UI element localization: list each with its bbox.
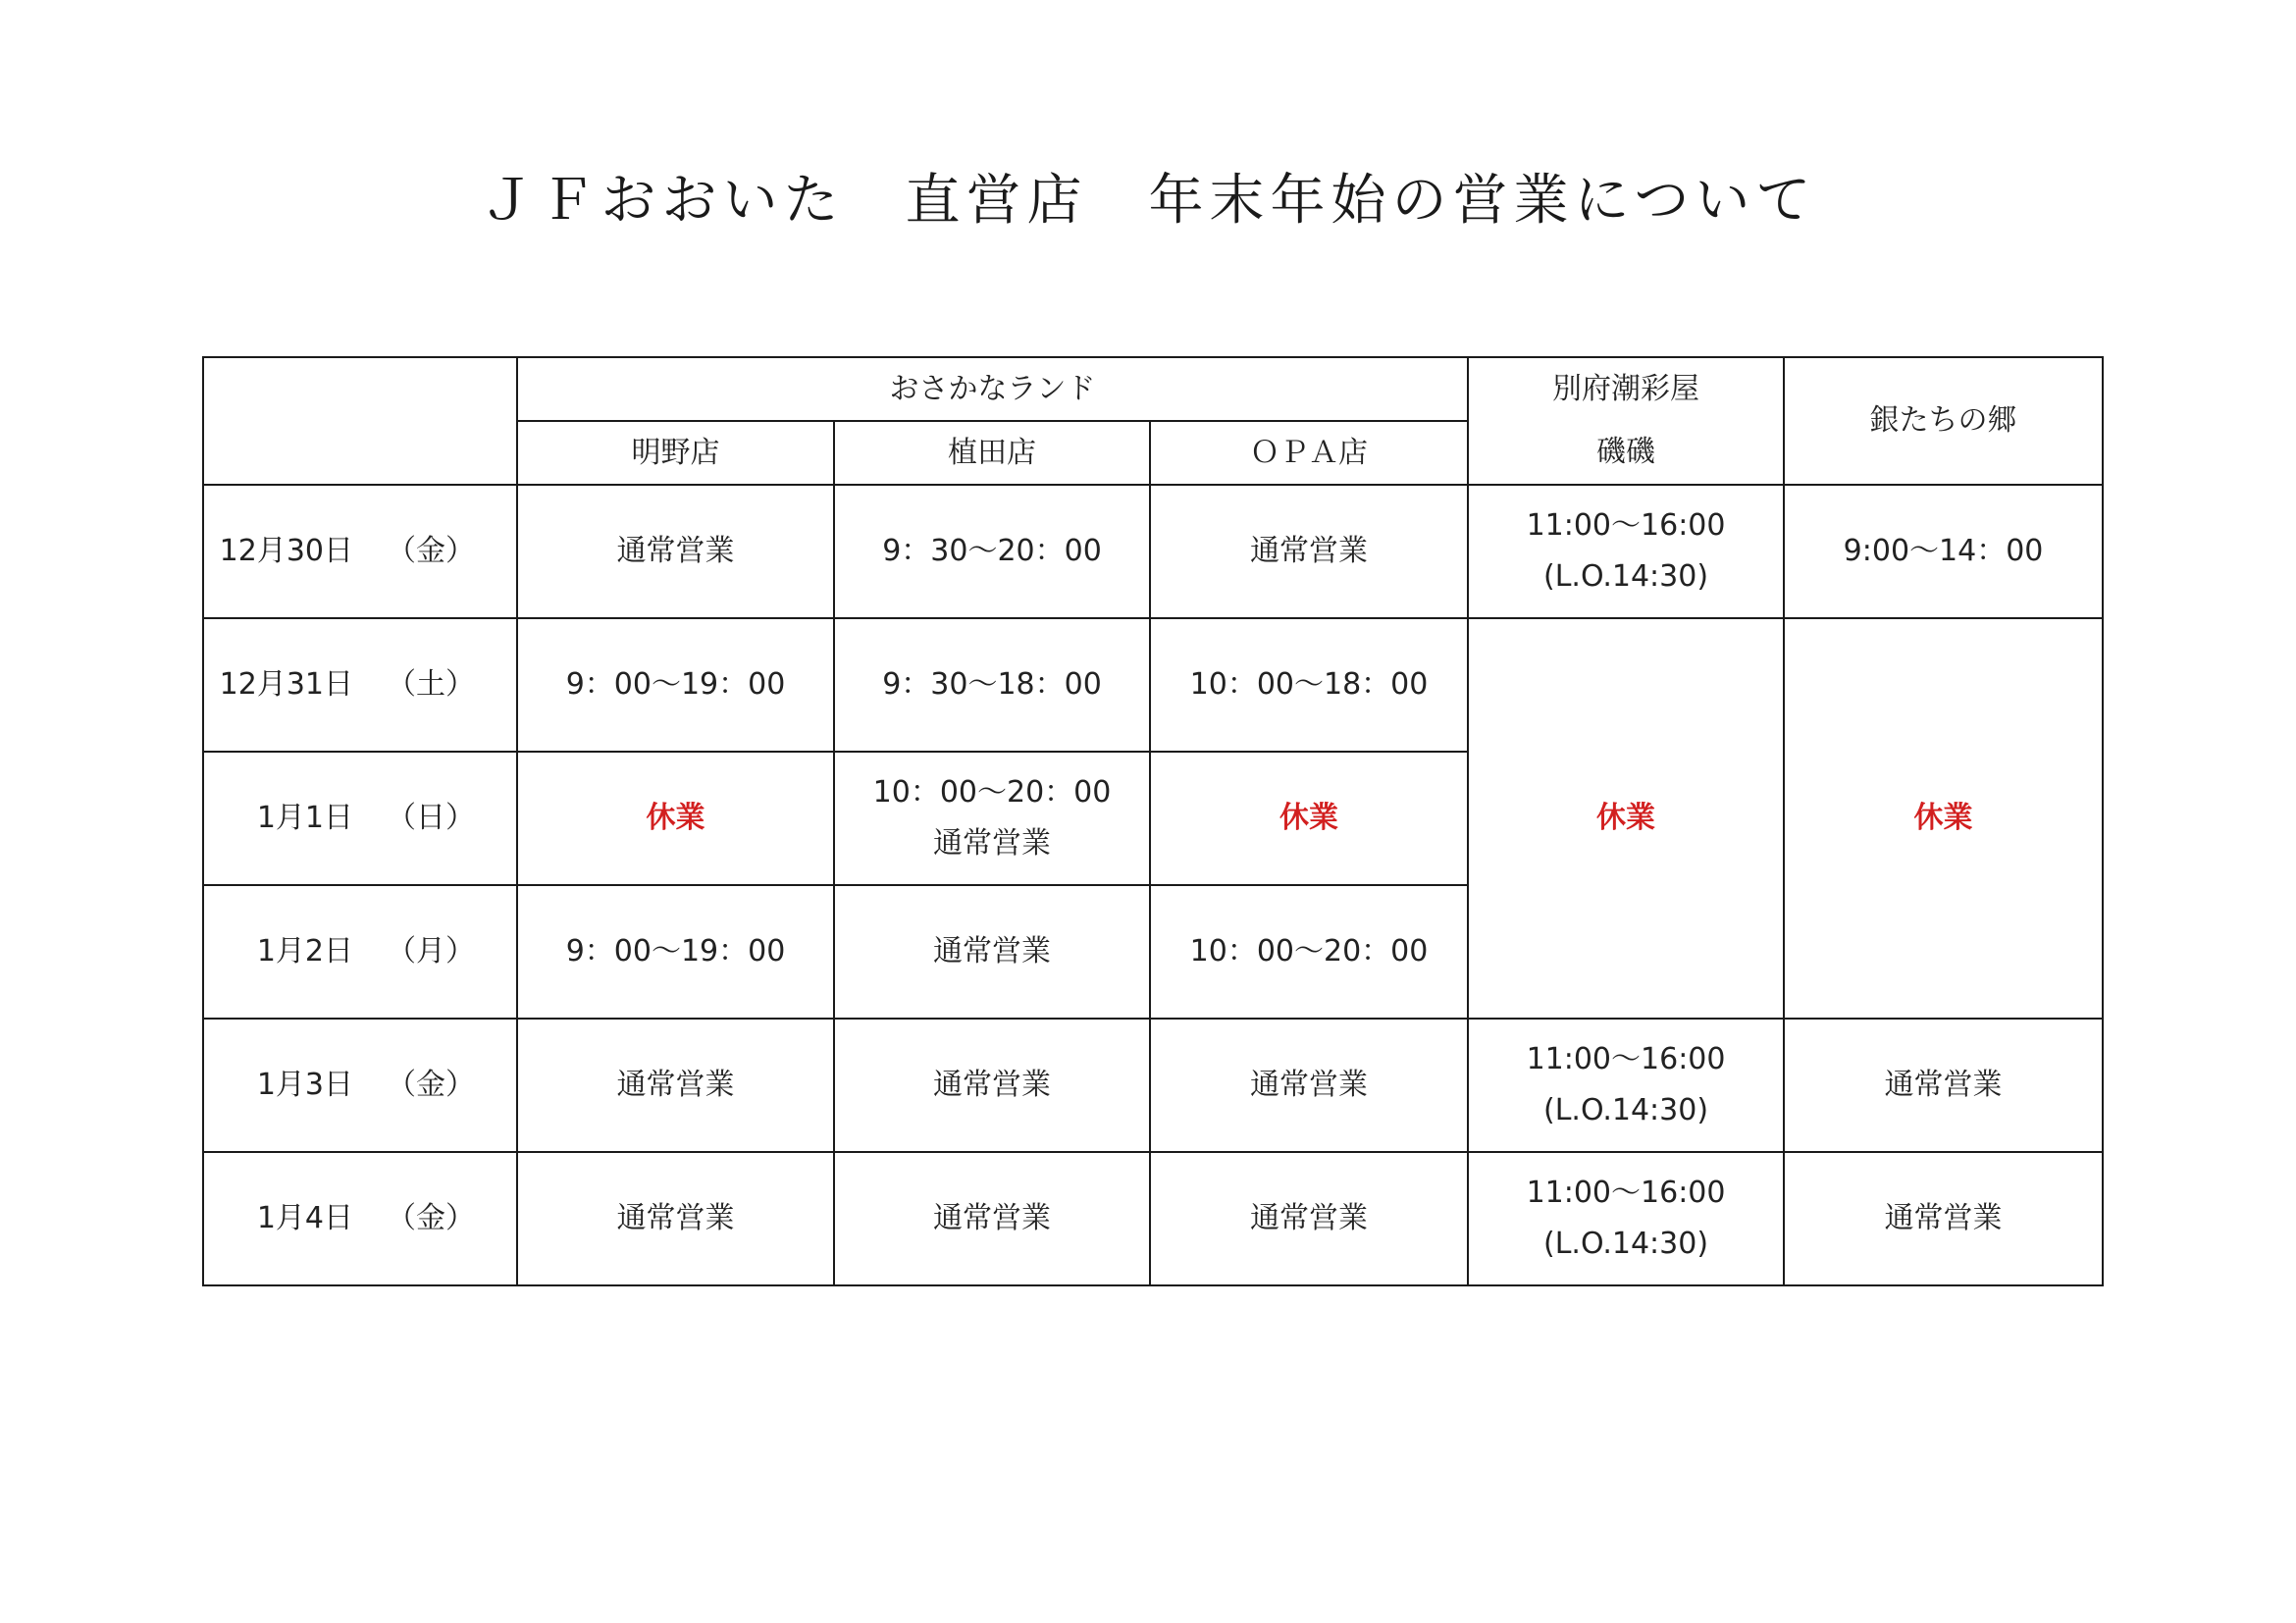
date-label: 1月4日 [256,1201,353,1235]
date-cell [203,1152,517,1285]
table-row [203,485,2103,618]
hours-cell-akeno: 9：00～19：00 [517,618,834,752]
weekday-label: （金） [387,1201,475,1235]
hours-cell-akeno: 通常営業 [517,485,834,618]
hours-cell-akeno: 9：00～19：00 [517,885,834,1019]
weekday-label: （金） [387,534,475,568]
last-order-note: (L.O.14:30) [1543,1093,1709,1127]
header-corner-cell [203,357,517,485]
date-label: 1月3日 [256,1068,353,1102]
page-title: ＪＦおおいた 直営店 年末年始の営業について [479,169,1817,233]
store-header-ueda: 植田店 [834,421,1150,485]
last-order-note: (L.O.14:30) [1543,1227,1709,1261]
hours-cell-gin: 通常営業 [1784,1152,2103,1285]
date-label: 12月30日 [219,534,353,568]
hours-cell-opa: 通常営業 [1150,1019,1468,1152]
hours-cell-beppu [1468,1019,1784,1152]
hours-note: 通常営業 [933,826,1051,861]
hours-cell-opa: 10：00～20：00 [1150,885,1468,1019]
hours-cell-ueda: 通常営業 [834,1152,1150,1285]
date-label: 12月31日 [219,667,353,702]
closed-cell-opa: 休業 [1150,752,1468,885]
store-header-isoiso: 磯磯 [1468,421,1784,485]
hours-time: 10：00～20：00 [872,775,1112,810]
hours-cell-opa: 通常営業 [1150,485,1468,618]
table-row [203,1019,2103,1152]
hours-cell-opa: 通常営業 [1150,1152,1468,1285]
table-row [203,618,2103,752]
date-label: 1月2日 [256,934,353,969]
hours-cell-ueda: 通常営業 [834,1019,1150,1152]
hours-cell-ueda: 9：30～18：00 [834,618,1150,752]
date-cell [203,618,517,752]
hours-cell-akeno: 通常営業 [517,1152,834,1285]
closed-cell-gin: 休業 [1784,618,2103,1019]
group-header-osakana-land: おさかなランド [517,357,1468,421]
closed-cell-beppu: 休業 [1468,618,1784,1019]
date-cell [203,885,517,1019]
hours-time: 11:00～16:00 [1526,1042,1726,1076]
group-header-gin: 銀たちの郷 [1784,357,2103,485]
date-cell [203,752,517,885]
group-header-beppu: 別府潮彩屋 [1468,357,1784,421]
holiday-hours-table [202,356,2104,1286]
hours-cell-akeno: 通常営業 [517,1019,834,1152]
date-label: 1月1日 [256,801,353,835]
date-cell [203,1019,517,1152]
store-header-akeno: 明野店 [517,421,834,485]
closed-cell-akeno: 休業 [517,752,834,885]
date-cell [203,485,517,618]
last-order-note: (L.O.14:30) [1543,559,1709,594]
hours-cell-ueda: 9：30～20：00 [834,485,1150,618]
hours-cell-gin: 9:00～14：00 [1784,485,2103,618]
hours-cell-opa: 10：00～18：00 [1150,618,1468,752]
weekday-label: （月） [387,934,475,969]
table-row [203,1152,2103,1285]
weekday-label: （金） [387,1068,475,1102]
hours-cell-beppu [1468,1152,1784,1285]
weekday-label: （日） [387,801,475,835]
hours-time: 11:00～16:00 [1526,508,1726,543]
hours-cell-beppu [1468,485,1784,618]
hours-time: 11:00～16:00 [1526,1176,1726,1210]
store-header-opa: ＯＰＡ店 [1150,421,1468,485]
hours-cell-gin: 通常営業 [1784,1019,2103,1152]
hours-cell-ueda [834,752,1150,885]
header-row-groups [203,357,2103,421]
weekday-label: （土） [387,667,475,702]
hours-cell-ueda: 通常営業 [834,885,1150,1019]
